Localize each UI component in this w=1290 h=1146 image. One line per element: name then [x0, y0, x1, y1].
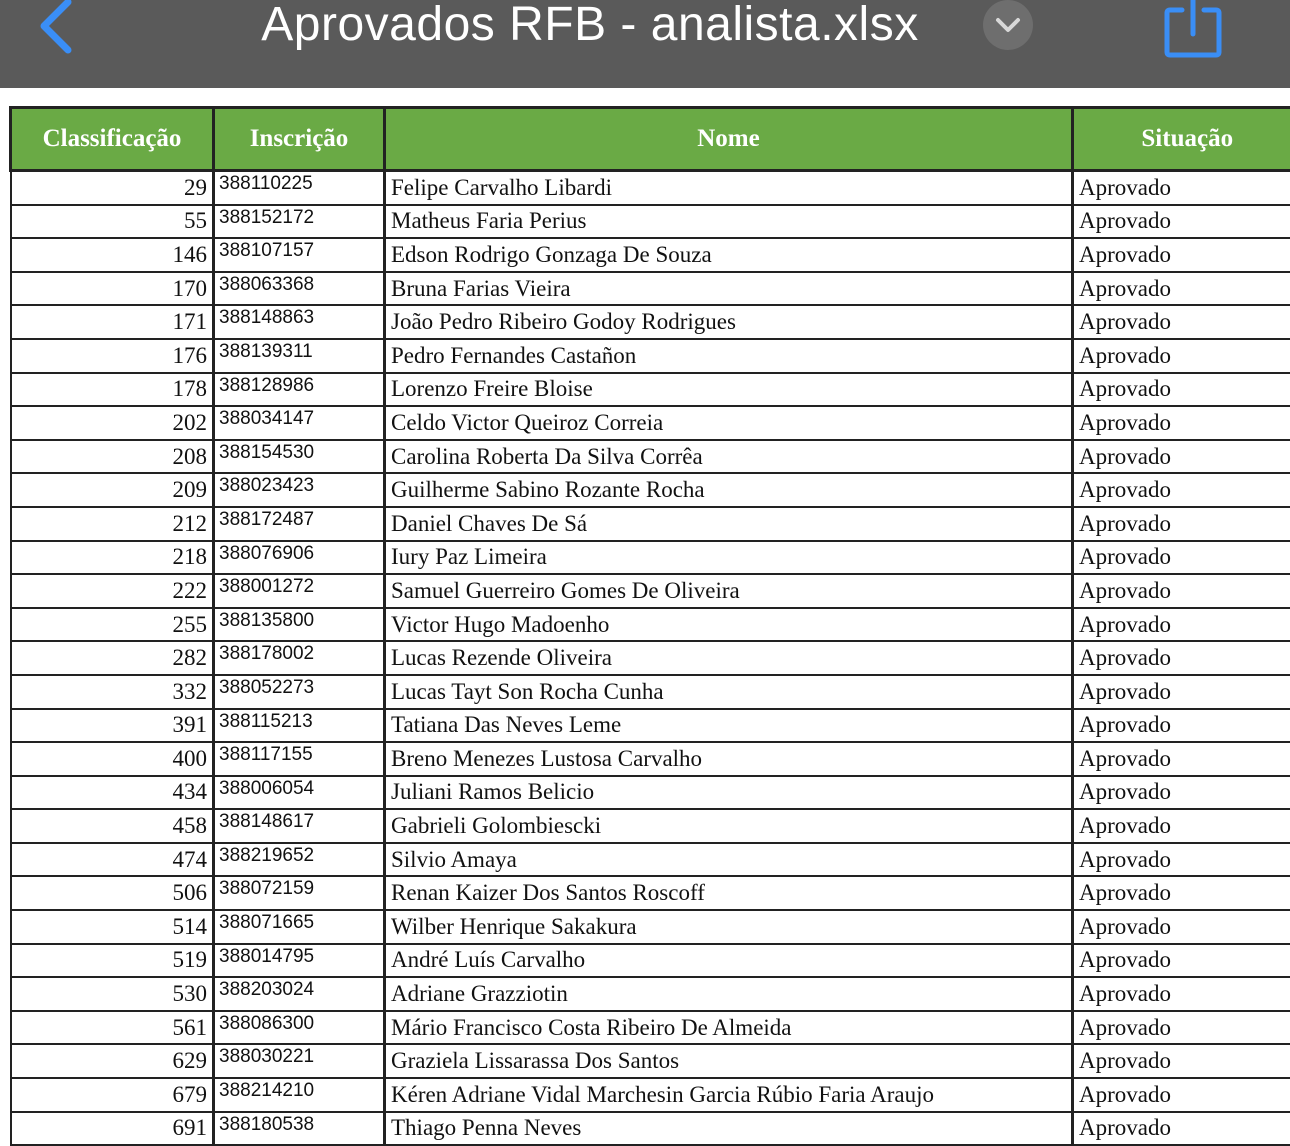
cell-classificacao[interactable]: 691: [11, 1112, 214, 1146]
cell-classificacao[interactable]: 255: [11, 608, 214, 642]
cell-classificacao[interactable]: 209: [11, 473, 214, 507]
cell-situacao[interactable]: Aprovado: [1073, 205, 1290, 239]
cell-classificacao[interactable]: 474: [11, 843, 214, 877]
table-row: [11, 709, 1290, 743]
cell-situacao[interactable]: Aprovado: [1073, 541, 1290, 575]
cell-inscricao[interactable]: 388178002: [214, 641, 385, 675]
column-header-nome[interactable]: Nome: [385, 108, 1073, 171]
table-row: [11, 843, 1290, 877]
cell-nome[interactable]: Carolina Roberta Da Silva Corrêa: [385, 440, 1073, 474]
cell-inscricao[interactable]: 388006054: [214, 776, 385, 810]
cell-situacao[interactable]: Aprovado: [1073, 641, 1290, 675]
cell-nome[interactable]: Daniel Chaves De Sá: [385, 507, 1073, 541]
cell-classificacao[interactable]: 561: [11, 1011, 214, 1045]
cell-inscricao[interactable]: 388128986: [214, 373, 385, 407]
cell-situacao[interactable]: Aprovado: [1073, 406, 1290, 440]
table-row: [11, 641, 1290, 675]
cell-situacao[interactable]: Aprovado: [1073, 574, 1290, 608]
cell-nome[interactable]: Silvio Amaya: [385, 843, 1073, 877]
cell-classificacao[interactable]: 458: [11, 809, 214, 843]
cell-situacao[interactable]: Aprovado: [1073, 608, 1290, 642]
cell-situacao[interactable]: Aprovado: [1073, 373, 1290, 407]
cell-nome[interactable]: Lorenzo Freire Bloise: [385, 373, 1073, 407]
cell-classificacao[interactable]: 171: [11, 305, 214, 339]
cell-nome[interactable]: Breno Menezes Lustosa Carvalho: [385, 742, 1073, 776]
cell-situacao[interactable]: Aprovado: [1073, 876, 1290, 910]
share-button[interactable]: [1160, 0, 1226, 60]
cell-nome[interactable]: Lucas Rezende Oliveira: [385, 641, 1073, 675]
cell-nome[interactable]: Tatiana Das Neves Leme: [385, 709, 1073, 743]
table-row: [11, 776, 1290, 810]
table-row: [11, 1112, 1290, 1146]
cell-nome[interactable]: Kéren Adriane Vidal Marchesin Garcia Rúbio Faria Araujo: [385, 1078, 1073, 1112]
cell-nome[interactable]: Guilherme Sabino Rozante Rocha: [385, 473, 1073, 507]
table-row: [11, 944, 1290, 978]
cell-classificacao[interactable]: 212: [11, 507, 214, 541]
cell-situacao[interactable]: Aprovado: [1073, 944, 1290, 978]
table-row: [11, 541, 1290, 575]
cell-nome[interactable]: Pedro Fernandes Castañon: [385, 339, 1073, 373]
cell-inscricao[interactable]: 388148863: [214, 305, 385, 339]
cell-inscricao[interactable]: 388071665: [214, 910, 385, 944]
cell-classificacao[interactable]: 332: [11, 675, 214, 709]
cell-inscricao[interactable]: 388030221: [214, 1044, 385, 1078]
table-row: [11, 1011, 1290, 1045]
cell-classificacao[interactable]: 176: [11, 339, 214, 373]
cell-nome[interactable]: Mário Francisco Costa Ribeiro De Almeida: [385, 1011, 1073, 1045]
cell-situacao[interactable]: Aprovado: [1073, 910, 1290, 944]
cell-nome[interactable]: André Luís Carvalho: [385, 944, 1073, 978]
cell-nome[interactable]: Wilber Henrique Sakakura: [385, 910, 1073, 944]
cell-inscricao[interactable]: 388117155: [214, 742, 385, 776]
cell-inscricao[interactable]: 388023423: [214, 473, 385, 507]
cell-situacao[interactable]: Aprovado: [1073, 238, 1290, 272]
cell-situacao[interactable]: Aprovado: [1073, 977, 1290, 1011]
table-row: [11, 876, 1290, 910]
cell-classificacao[interactable]: 202: [11, 406, 214, 440]
cell-inscricao[interactable]: 388148617: [214, 809, 385, 843]
cell-situacao[interactable]: Aprovado: [1073, 1044, 1290, 1078]
header-row: [11, 108, 1290, 171]
cell-situacao[interactable]: Aprovado: [1073, 1078, 1290, 1112]
file-title: [0, 0, 1290, 56]
cell-classificacao[interactable]: 400: [11, 742, 214, 776]
spreadsheet[interactable]: [9, 106, 1290, 1146]
cell-situacao[interactable]: Aprovado: [1073, 843, 1290, 877]
cell-classificacao[interactable]: 530: [11, 977, 214, 1011]
cell-classificacao[interactable]: 679: [11, 1078, 214, 1112]
cell-classificacao[interactable]: 519: [11, 944, 214, 978]
cell-nome[interactable]: Bruna Farias Vieira: [385, 272, 1073, 306]
cell-inscricao[interactable]: 388214210: [214, 1078, 385, 1112]
cell-nome[interactable]: Renan Kaizer Dos Santos Roscoff: [385, 876, 1073, 910]
cell-nome[interactable]: Gabrieli Golombiescki: [385, 809, 1073, 843]
cell-situacao[interactable]: Aprovado: [1073, 776, 1290, 810]
table-row: [11, 1078, 1290, 1112]
cell-situacao[interactable]: Aprovado: [1073, 1011, 1290, 1045]
table-row: [11, 608, 1290, 642]
cell-inscricao[interactable]: 388203024: [214, 977, 385, 1011]
file-title-text: Aprovados RFB - analista.xlsx: [261, 0, 918, 56]
cell-classificacao[interactable]: 282: [11, 641, 214, 675]
table-row: [11, 675, 1290, 709]
cell-inscricao[interactable]: 388063368: [214, 272, 385, 306]
cell-classificacao[interactable]: 391: [11, 709, 214, 743]
cell-inscricao[interactable]: 388034147: [214, 406, 385, 440]
table-row: [11, 507, 1290, 541]
table-row: [11, 1044, 1290, 1078]
cell-nome[interactable]: Samuel Guerreiro Gomes De Oliveira: [385, 574, 1073, 608]
cell-classificacao[interactable]: 178: [11, 373, 214, 407]
top-bar: [0, 0, 1290, 88]
table-row: [11, 171, 1290, 205]
cell-classificacao[interactable]: 208: [11, 440, 214, 474]
table-row: [11, 473, 1290, 507]
column-header-situacao[interactable]: Situação: [1073, 108, 1290, 171]
table-row: [11, 742, 1290, 776]
table-row: [11, 809, 1290, 843]
cell-nome[interactable]: Iury Paz Limeira: [385, 541, 1073, 575]
cell-situacao[interactable]: Aprovado: [1073, 507, 1290, 541]
table-row: [11, 305, 1290, 339]
cell-situacao[interactable]: Aprovado: [1073, 473, 1290, 507]
cell-nome[interactable]: Lucas Tayt Son Rocha Cunha: [385, 675, 1073, 709]
cell-inscricao[interactable]: 388052273: [214, 675, 385, 709]
cell-situacao[interactable]: Aprovado: [1073, 440, 1290, 474]
cell-classificacao[interactable]: 55: [11, 205, 214, 239]
cell-inscricao[interactable]: 388219652: [214, 843, 385, 877]
cell-nome[interactable]: Victor Hugo Madoenho: [385, 608, 1073, 642]
cell-inscricao[interactable]: 388014795: [214, 944, 385, 978]
cell-nome[interactable]: Felipe Carvalho Libardi: [385, 171, 1073, 205]
cell-situacao[interactable]: Aprovado: [1073, 742, 1290, 776]
table-row: [11, 205, 1290, 239]
column-header-classificacao[interactable]: Classificação: [11, 108, 214, 171]
cell-inscricao[interactable]: 388180538: [214, 1112, 385, 1146]
cell-nome[interactable]: Matheus Faria Perius: [385, 205, 1073, 239]
cell-classificacao[interactable]: 506: [11, 876, 214, 910]
cell-nome[interactable]: Edson Rodrigo Gonzaga De Souza: [385, 238, 1073, 272]
cell-nome[interactable]: Adriane Grazziotin: [385, 977, 1073, 1011]
cell-inscricao[interactable]: 388001272: [214, 574, 385, 608]
cell-nome[interactable]: João Pedro Ribeiro Godoy Rodrigues: [385, 305, 1073, 339]
cell-inscricao[interactable]: 388076906: [214, 541, 385, 575]
cell-classificacao[interactable]: 146: [11, 238, 214, 272]
table-row: [11, 910, 1290, 944]
table-row: [11, 574, 1290, 608]
cell-situacao[interactable]: Aprovado: [1073, 709, 1290, 743]
table-row: [11, 272, 1290, 306]
cell-classificacao[interactable]: 170: [11, 272, 214, 306]
cell-situacao[interactable]: Aprovado: [1073, 339, 1290, 373]
cell-classificacao[interactable]: 222: [11, 574, 214, 608]
cell-classificacao[interactable]: 218: [11, 541, 214, 575]
cell-classificacao[interactable]: 434: [11, 776, 214, 810]
table-row: [11, 440, 1290, 474]
cell-nome[interactable]: Graziela Lissarassa Dos Santos: [385, 1044, 1073, 1078]
cell-situacao[interactable]: Aprovado: [1073, 171, 1290, 205]
cell-nome[interactable]: Celdo Victor Queiroz Correia: [385, 406, 1073, 440]
column-header-inscricao[interactable]: Inscrição: [214, 108, 385, 171]
cell-classificacao[interactable]: 29: [11, 171, 214, 205]
cell-inscricao[interactable]: 388139311: [214, 339, 385, 373]
results-table: [9, 106, 1290, 1146]
cell-situacao[interactable]: Aprovado: [1073, 272, 1290, 306]
cell-situacao[interactable]: Aprovado: [1073, 1112, 1290, 1146]
cell-inscricao[interactable]: 388115213: [214, 709, 385, 743]
share-icon: [1160, 0, 1226, 60]
chevron-down-icon: [995, 17, 1021, 33]
cell-inscricao[interactable]: 388135800: [214, 608, 385, 642]
title-menu-button[interactable]: [983, 0, 1033, 50]
cell-inscricao[interactable]: 388154530: [214, 440, 385, 474]
table-row: [11, 977, 1290, 1011]
cell-classificacao[interactable]: 514: [11, 910, 214, 944]
cell-situacao[interactable]: Aprovado: [1073, 305, 1290, 339]
cell-nome[interactable]: Thiago Penna Neves: [385, 1112, 1073, 1146]
cell-situacao[interactable]: Aprovado: [1073, 675, 1290, 709]
cell-inscricao[interactable]: 388110225: [214, 171, 385, 205]
cell-inscricao[interactable]: 388107157: [214, 238, 385, 272]
cell-inscricao[interactable]: 388086300: [214, 1011, 385, 1045]
table-row: [11, 373, 1290, 407]
cell-nome[interactable]: Juliani Ramos Belicio: [385, 776, 1073, 810]
cell-inscricao[interactable]: 388172487: [214, 507, 385, 541]
cell-inscricao[interactable]: 388152172: [214, 205, 385, 239]
table-row: [11, 406, 1290, 440]
cell-inscricao[interactable]: 388072159: [214, 876, 385, 910]
cell-situacao[interactable]: Aprovado: [1073, 809, 1290, 843]
table-row: [11, 339, 1290, 373]
cell-classificacao[interactable]: 629: [11, 1044, 214, 1078]
table-row: [11, 238, 1290, 272]
